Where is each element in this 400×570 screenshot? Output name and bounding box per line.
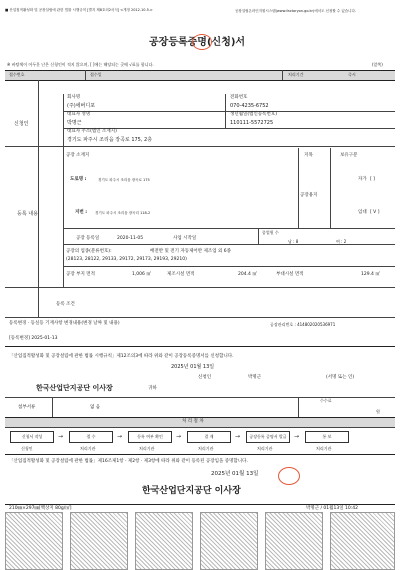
arrow-right-icon: → xyxy=(235,433,241,440)
building-area-label: 제조시설 면적 xyxy=(167,272,195,277)
attachment-label: 첨부서류 xyxy=(18,405,36,410)
annex-area-value: 129.4 ㎡ xyxy=(361,272,380,277)
own-label: 자가 xyxy=(358,177,367,182)
step-issuance: 공장등록 증명서 발급 xyxy=(246,431,290,443)
issuer-name: 한국산업단지공단 이사장 xyxy=(142,486,241,496)
attachment-value: 없 음 xyxy=(90,405,101,410)
qr-code-icon xyxy=(265,512,323,570)
registration-section-label: 등록 내용 xyxy=(17,211,38,217)
road-address-value: 경기도 파주시 조리읍 장곡로 175 xyxy=(98,177,150,182)
actor-applicant: 신청인 xyxy=(21,446,33,451)
recipient-suffix: 귀하 xyxy=(148,386,157,391)
registration-date: 2020-11-05 xyxy=(117,236,144,241)
site-area-value: 1,006 ㎡ xyxy=(132,272,151,277)
representative-name: 박명근 xyxy=(67,120,82,126)
processing-period-label: 처리기간 xyxy=(288,72,304,77)
actor-office: 처리기관 xyxy=(198,446,214,451)
receipt-number-label: 접수번호 xyxy=(9,72,25,77)
start-date-label: 사업 시작일 xyxy=(173,236,197,241)
qr-code-icon xyxy=(5,512,63,570)
notice-text: ※ 바탕색이 어두운 난은 신청인이 적지 않으며, [ ]에는 해당되는 곳에 √표를 합니다. xyxy=(7,62,154,67)
site-area-label: 공장 부지 면적 xyxy=(66,272,95,277)
representative-label: 대표자 성명 xyxy=(67,112,91,117)
document-title: 공장등록증명(신청)서 xyxy=(149,37,246,48)
address-value: 경기도 파주시 조리읍 장곡로 175, 2층 xyxy=(67,137,153,143)
law-reference: ■ 산업집적활성화 및 공장설립에 관한 법률 시행규칙 [별지 제8호의2서식] <개정 2012.10.5.> xyxy=(5,8,153,12)
qr-code-icon xyxy=(135,512,193,570)
industry-label: 공장의 업종(분류번호): xyxy=(66,249,112,254)
actor-office: 처리기관 xyxy=(80,446,96,451)
arrow-right-icon: → xyxy=(176,433,182,440)
industry-codes: (28123, 28122, 29133, 29172, 29173, 29193, 29210) xyxy=(66,257,187,262)
lot-address-label: 지번 : xyxy=(75,210,88,215)
page-indicator: (앞쪽) xyxy=(372,62,383,67)
fee-label: 수수료 xyxy=(320,398,332,403)
building-area-value: 204.4 ㎡ xyxy=(238,272,257,277)
applicant-sign-label: 신청인 xyxy=(198,375,212,380)
lot-address-value: 경기도 파주시 조리읍 장곡리 118-2 xyxy=(95,210,151,215)
step-application: 신청서 작성 xyxy=(10,431,54,443)
fee-value: 원 xyxy=(376,409,380,414)
step-check: 등록 여부 확인 xyxy=(128,431,172,443)
rent-label: 임대 xyxy=(358,210,367,215)
land-type-label: 지목 xyxy=(304,153,313,158)
sign-or-seal-label: (서명 또는 인) xyxy=(326,375,355,380)
company-name: (주)에버디포 xyxy=(67,103,96,109)
recipient-name: 한국산업단지공단 이사장 xyxy=(36,384,113,392)
processing-period-value: 즉시 xyxy=(348,72,356,77)
paper-spec: 210㎜×297㎜[백상지 80g/㎡] xyxy=(9,506,72,511)
conditions-label: 등록 조건 xyxy=(56,302,75,307)
arrow-right-icon: → xyxy=(294,433,300,440)
change-history-label: 등록변경 · 등실등 기재사항 변경내용(변경 날짜 및 내용) xyxy=(9,321,120,326)
qr-code-icon xyxy=(70,512,128,570)
management-number: 공장관리번호 : 414802020536971 xyxy=(270,322,336,327)
certification-date: 2025년 01월 13일 xyxy=(211,471,259,477)
step-approval: 결 재 xyxy=(187,431,231,443)
declaration-date: 2025년 01월 13일 xyxy=(171,364,215,370)
rent-checkbox[interactable]: [ V ] xyxy=(370,210,380,215)
step-receipt: 접 수 xyxy=(69,431,113,443)
birth-value: 110111-5572725 xyxy=(230,120,274,126)
road-address-label: 도로명 : xyxy=(70,177,87,182)
certification-text: 「산업집적활성화 및 공장설립에 관한 법률」제16조제1항 · 제2항 · 제3항에 따라 위와 같이 등록된 공장임을 증명합니다. xyxy=(9,459,248,464)
arrow-right-icon: → xyxy=(58,433,64,440)
own-checkbox[interactable]: [ ] xyxy=(370,177,375,182)
actor-office: 처리기관 xyxy=(257,446,273,451)
phone-label: 전화번호 xyxy=(230,95,248,100)
employees-female: 여 : 2 xyxy=(336,239,347,244)
industry-value: 배전반 및 전기 자동제어반 제조업 외 6종 xyxy=(150,249,231,254)
stamp-circle-icon xyxy=(278,467,300,485)
address-label: 대표자 주소(법인 소재지) xyxy=(67,129,117,134)
registration-date-label: 공장 등록일 xyxy=(76,236,100,241)
annex-area-label: 부대시설 면적 xyxy=(276,272,304,277)
land-use-value: 공장용지 xyxy=(300,193,318,198)
procedure-title: 처 리 절 차 xyxy=(182,419,204,424)
employees-label: 종업원 수 xyxy=(262,230,279,235)
receipt-date-label: 접수일 xyxy=(90,72,102,77)
phone-value: 070-4235-6752 xyxy=(230,103,269,109)
qr-code-icon xyxy=(200,512,258,570)
change-entry: [등록변경] 2025-01-13 xyxy=(9,336,58,341)
actor-office: 처리기관 xyxy=(139,446,155,451)
step-notify: 통 보 xyxy=(305,431,349,443)
actor-office: 처리기관 xyxy=(316,446,332,451)
company-name-label: 회사명 xyxy=(67,95,81,100)
arrow-right-icon: → xyxy=(117,433,123,440)
stamp-circle-icon xyxy=(192,34,212,50)
birth-label: 생년월일(법인등록번호) xyxy=(230,112,277,117)
qr-code-icon xyxy=(330,512,395,570)
factory-location-label: 공장 소재지 xyxy=(66,153,90,158)
receipt-row xyxy=(5,71,395,80)
stamp-info: 박명근 / 01월13일 10:42 xyxy=(306,506,358,511)
declaration-text: 「산업집적활성화 및 공장설립에 관한 법률 시행규칙」제12조의3에 따라 위와 같이 공장등록증명서를 신청합니다. xyxy=(9,354,234,359)
site-info: 공장설립온라인지원시스템(www.factoryon.go.kr)에서도 신청할 수 있습니다. xyxy=(235,9,356,13)
ownership-label: 보유구분 xyxy=(340,153,358,158)
applicant-sign-name: 박명근 xyxy=(248,375,262,380)
employees-male: 남 : 8 xyxy=(288,239,299,244)
applicant-section-label: 신청인 xyxy=(14,121,29,127)
